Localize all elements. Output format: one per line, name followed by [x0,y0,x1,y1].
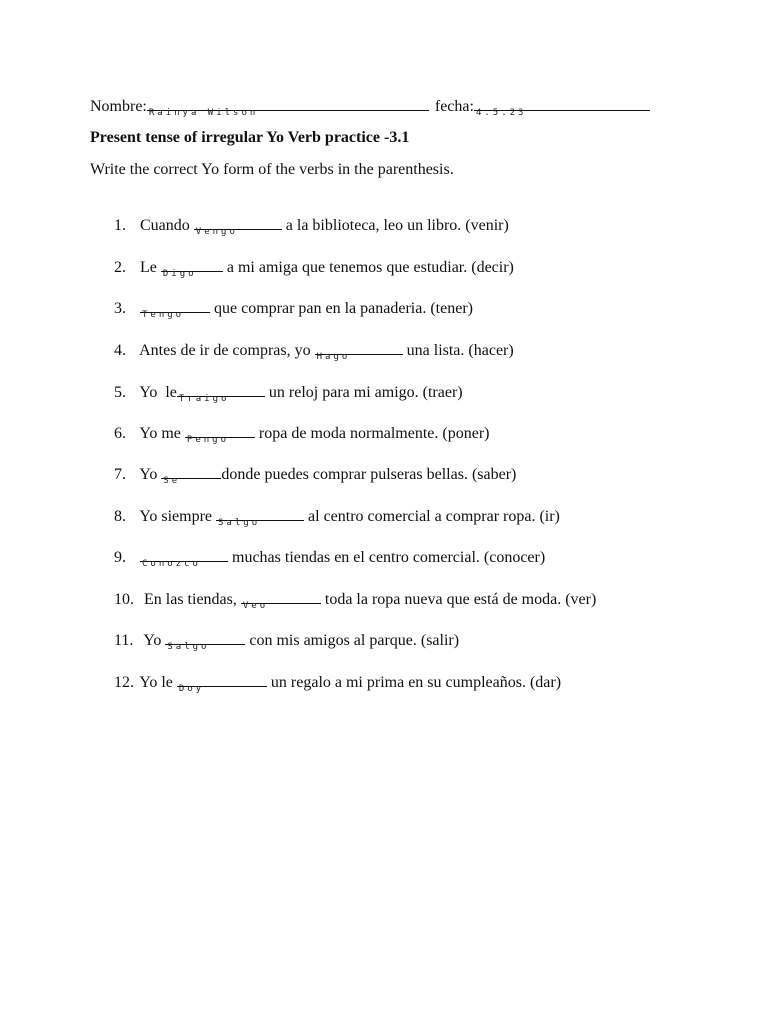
item-number: 11. [114,632,134,649]
item-number: 10. [114,591,134,608]
item-text-after: ropa de moda normalmente. (poner) [258,425,490,442]
item-number: 8. [114,508,126,525]
item-text-before: Yo [143,632,162,649]
item-text-before: Yo le [139,674,173,691]
date-label: fecha: [434,98,474,115]
item-text-before: Yo le [139,384,177,401]
answer-blank[interactable] [315,338,403,362]
item-number: 2. [114,259,126,276]
answer-text: Pengo [186,435,229,445]
header-line [90,94,650,117]
answer-text: Digo [162,269,197,279]
list-item [114,338,514,361]
name-field[interactable] [147,94,429,118]
item-text-before: Antes de ir de compras, yo [139,342,311,359]
list-item [114,380,463,403]
answer-blank[interactable] [161,255,223,279]
answer-blank[interactable] [177,670,267,694]
answer-text: Salgo [218,518,261,528]
item-number: 4. [114,342,126,359]
answer-blank[interactable] [177,380,265,404]
answer-text: Doy [178,684,205,694]
item-number: 12. [114,674,134,691]
answer-text: Vengo [195,227,238,237]
answer-text: Veo [242,601,269,611]
list-item [114,587,596,610]
item-number: 7. [114,466,126,483]
answer-blank[interactable] [140,296,210,320]
item-text-before: Yo [139,466,158,483]
list-item [114,255,514,278]
item-number: 6. [114,425,126,442]
name-value: Rainya Wilson [148,108,259,118]
list-item [114,504,560,527]
item-text-after: un reloj para mi amigo. (traer) [268,384,463,401]
list-item [114,628,459,651]
item-text-after: que comprar pan en la panaderia. (tener) [214,300,473,317]
item-text-after: donde puedes comprar pulseras bellas. (saber) [221,466,517,483]
answer-text: Tengo [142,310,185,320]
answer-blank[interactable] [165,628,245,652]
item-text-before: Le [140,259,157,276]
answer-blank[interactable] [216,504,304,528]
item-number: 9. [114,549,126,566]
list-item [114,296,473,319]
item-text-after: toda la ropa nueva que está de moda. (ver) [324,591,597,608]
instructions: Write the correct Yo form of the verbs in the parenthesis. [90,161,454,178]
answer-blank[interactable] [161,462,221,486]
list-item [114,670,561,693]
date-field[interactable] [474,94,650,118]
answer-text: Hago [316,352,351,362]
answer-text: Traigo [178,394,230,404]
list-item [114,545,545,568]
worksheet-title: Present tense of irregular Yo Verb practice -3.1 [90,129,410,146]
item-text-after: una lista. (hacer) [406,342,514,359]
answer-blank[interactable] [140,545,228,569]
name-label: Nombre: [90,98,147,115]
item-number: 5. [114,384,126,401]
item-text-before: Cuando [140,217,190,234]
list-item [114,213,509,236]
item-text-before: Yo siempre [139,508,213,525]
answer-blank[interactable] [241,587,321,611]
date-value: 4.5.23 [475,108,527,118]
list-item [114,462,516,485]
answer-text: Salgo [167,642,210,652]
answer-text: Se [163,476,181,486]
item-number: 3. [114,300,126,317]
answer-text: Conozco [142,559,201,569]
item-text-after: con mis amigos al parque. (salir) [249,632,460,649]
answer-blank[interactable] [194,213,282,237]
item-text-after: a la biblioteca, leo un libro. (venir) [285,217,509,234]
item-text-after: un regalo a mi prima en su cumpleaños. (dar) [270,674,562,691]
item-text-before: En las tiendas, [144,591,237,608]
item-text-after: muchas tiendas en el centro comercial. (conocer) [232,549,546,566]
item-text-after: a mi amiga que tenemos que estudiar. (decir) [226,259,514,276]
item-text-before: Yo me [139,425,181,442]
list-item [114,421,489,444]
item-text-after: al centro comercial a comprar ropa. (ir) [308,508,560,525]
answer-blank[interactable] [185,421,255,445]
item-number: 1. [114,217,126,234]
